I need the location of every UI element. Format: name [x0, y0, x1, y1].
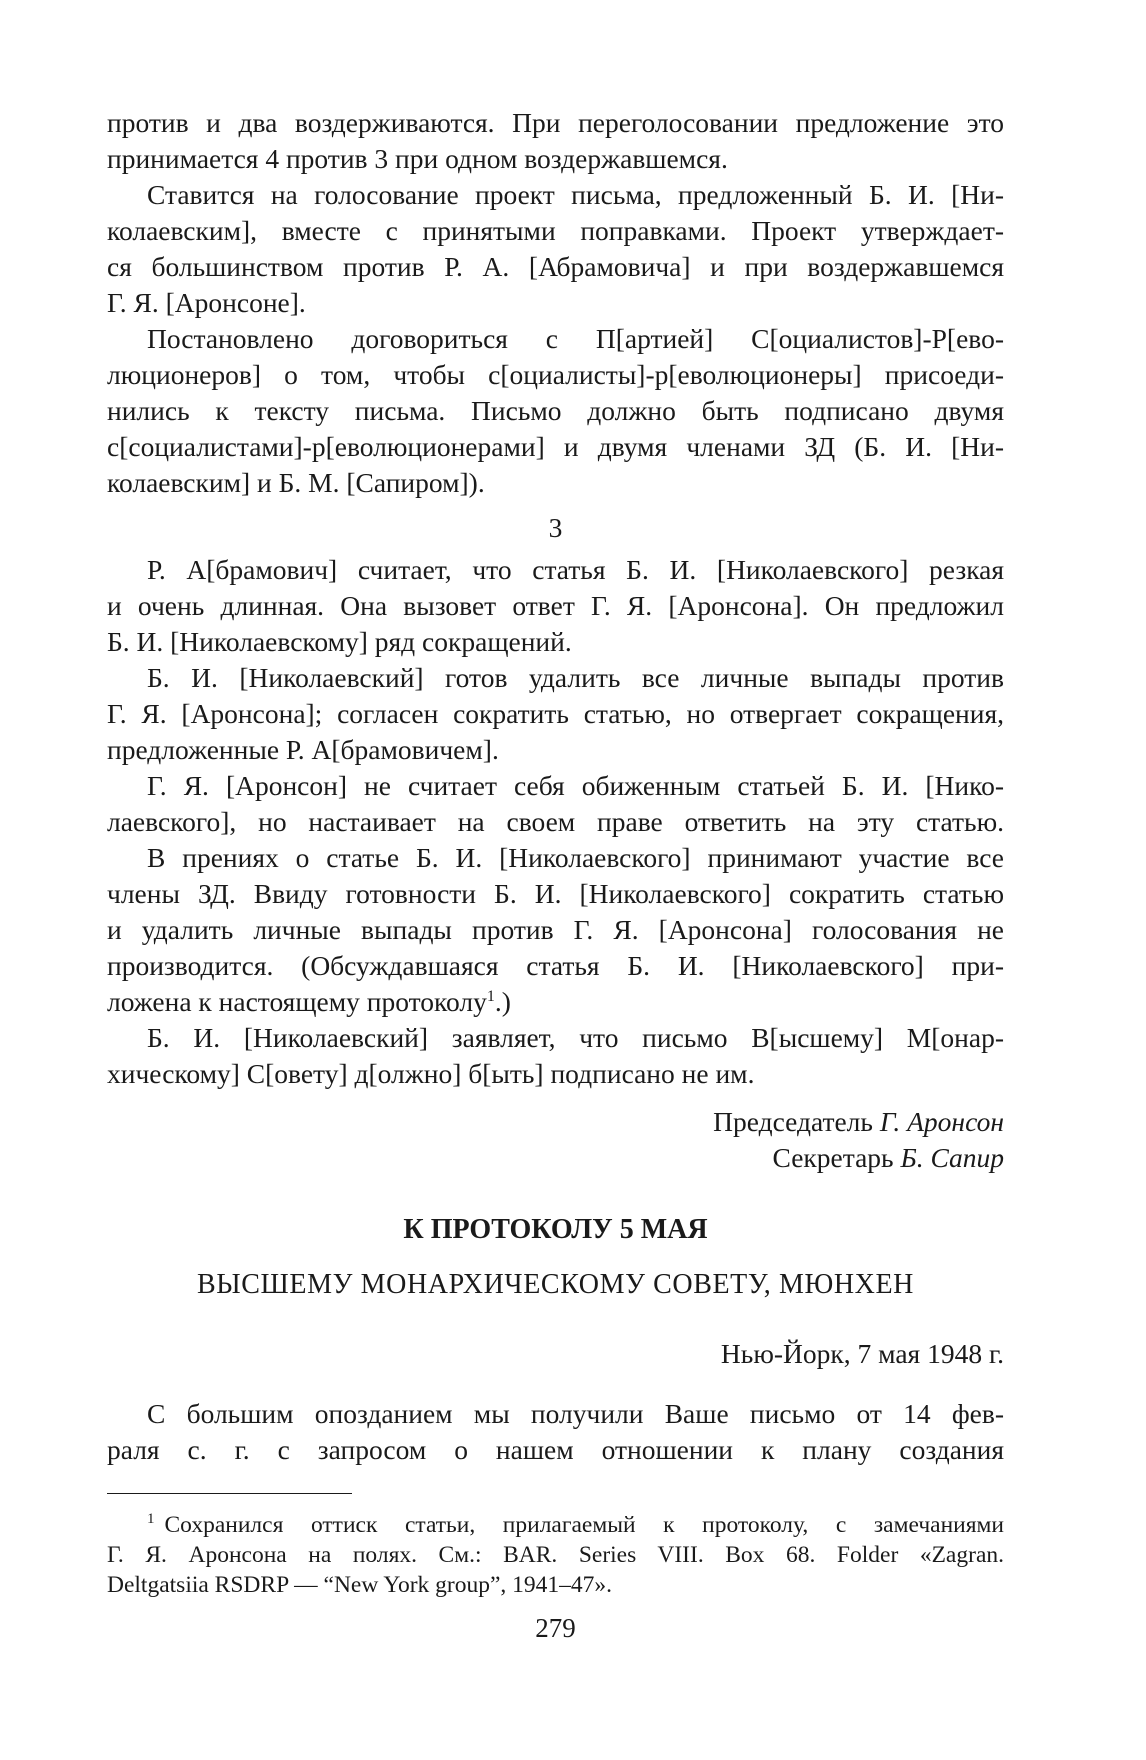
text-line: Г. Я. [Аронсоне].	[107, 287, 306, 318]
signature-chairman	[107, 1104, 1004, 1140]
text-line: ложена к настоящему протоколу	[107, 986, 487, 1017]
text-line: предложенные Р. А[брамовичем].	[107, 734, 499, 765]
document-heading: К ПРОТОКОЛУ 5 МАЯ	[403, 1214, 708, 1245]
footnote-line	[147, 1510, 1004, 1543]
section-number: 3	[548, 512, 563, 543]
text-line: С большим опозданием мы получили Ваше письмо от 14 фев-	[147, 1398, 1004, 1429]
footnote-reference[interactable]: 1	[486, 988, 495, 1005]
footnote-marker: 1	[147, 1511, 155, 1527]
footnote-line: Deltgatsiia RSDRP — “New York group”, 1941–47».	[107, 1572, 613, 1598]
footnote-text: Сохранился оттиск статьи, прилагаемый к протоколу, с замечаниями	[164, 1512, 1004, 1538]
text-line: нились к тексту письма. Письмо должно быть подписано двумя	[107, 395, 1004, 426]
signature-name: Г. Аронсон	[879, 1106, 1004, 1137]
text-line: и удалить личные выпады против Г. Я. [Аронсона] голосования не	[107, 914, 1004, 945]
text-line: ся большинством против Р. А. [Абрамовича] и при воздержавшемся	[107, 251, 1004, 282]
text-line: Г. Я. [Аронсон] не считает себя обиженным статьей Б. И. [Нико-	[147, 770, 1004, 801]
page-number: 279	[535, 1613, 576, 1643]
signature-role: Председатель	[713, 1106, 873, 1137]
text-line: лаевского], но настаивает на своем праве ответить на эту статью.	[107, 806, 1004, 837]
text-line: Б. И. [Николаевский] готов удалить все личные выпады против	[147, 662, 1004, 693]
text-line: раля с. г. с запросом о нашем отношении к плану создания	[107, 1434, 1004, 1465]
document-subheading: ВЫСШЕМУ МОНАРХИЧЕСКОМУ СОВЕТУ, МЮНХЕН	[196, 1269, 914, 1300]
signature-secretary	[107, 1140, 1004, 1176]
text-line: члены ЗД. Ввиду готовности Б. И. [Николаевского] сократить статью	[107, 878, 1004, 909]
text-line: Г. Я. [Аронсона]; согласен сократить статью, но отвергает сокращения,	[107, 698, 1004, 729]
text-line: В прениях о статье Б. И. [Николаевского] принимают участие все	[147, 842, 1004, 873]
text-line: Постановлено договориться с П[артией] С[оциалистов]-Р[ево-	[147, 323, 1004, 354]
signature-name: Б. Сапир	[900, 1142, 1004, 1173]
signature-role: Секретарь	[772, 1142, 894, 1173]
text-line: Р. А[брамович] считает, что статья Б. И. [Николаевского] резкая	[147, 554, 1004, 585]
text-line-with-note	[107, 984, 1004, 1025]
text-line: принимается 4 против 3 при одном воздержавшемся.	[107, 143, 728, 174]
text-line: против и два воздерживаются. При переголосовании предложение это	[107, 107, 1004, 138]
text-line: колаевским] и Б. М. [Сапиром]).	[107, 467, 485, 498]
text-line: с[социалистами]-р[еволюционерами] и двумя членами ЗД (Б. И. [Ни-	[107, 431, 1004, 462]
text-line: и очень длинная. Она вызовет ответ Г. Я. [Аронсона]. Он предложил	[107, 590, 1004, 621]
text-line-tail: .)	[494, 986, 511, 1017]
text-line: люционеров] о том, чтобы с[оциалисты]-р[еволюционеры] присоеди-	[107, 359, 1004, 390]
text-line: хическому] С[овету] д[олжно] б[ыть] подписано не им.	[107, 1058, 755, 1089]
text-line: Б. И. [Николаевский] заявляет, что письмо В[ысшему] М[онар-	[147, 1022, 1004, 1053]
text-line: Б. И. [Николаевскому] ряд сокращений.	[107, 626, 572, 657]
footnote-divider	[107, 1493, 352, 1494]
text-line: Ставится на голосование проект письма, предложенный Б. И. [Ни-	[147, 179, 1004, 210]
footnote-line: Г. Я. Аронсона на полях. См.: BAR. Series VIII. Box 68. Folder «Zagran.	[107, 1542, 1004, 1568]
text-line: колаевским], вместе с принятыми поправками. Проект утверждает-	[107, 215, 1004, 246]
text-line: производится. (Обсуждавшаяся статья Б. И. [Николаевского] при-	[107, 950, 1004, 981]
dateline: Нью-Йорк, 7 мая 1948 г.	[720, 1338, 1004, 1369]
